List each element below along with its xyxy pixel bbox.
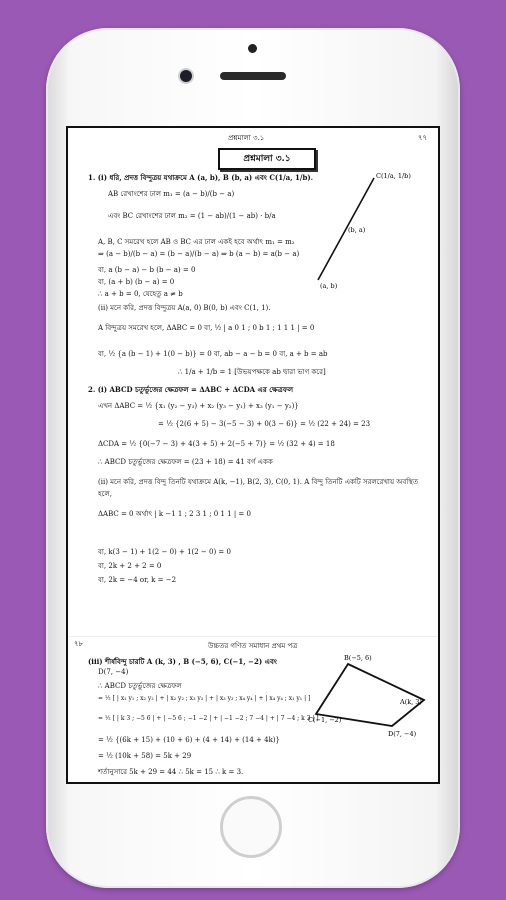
text-line: (iii) শীর্ষবিন্দু চারটি A (k, 3) , B (−5, 6), C(−1, −2) এবং <box>88 657 277 666</box>
earpiece-speaker <box>220 72 286 80</box>
text-line: ∴ ABCD চতুর্ভুজের ক্ষেত্রফল <box>98 682 182 690</box>
textbook-page <box>68 128 438 782</box>
text-line: = ½ {(6k + 15) + (10 + 6) + (4 + 14) + (14 + 4k)} <box>98 736 280 744</box>
text-line: A বিন্দুত্রয় সমরেখ হলে, ΔABC = 0 বা, ½ | a 0 1 ; 0 b 1 ; 1 1 1 | = 0 <box>98 324 315 332</box>
figure-label: (a, b) <box>320 282 338 290</box>
figure-label: (b, a) <box>348 226 366 234</box>
text-line: = ½ [ | x₁ y₁ ; x₂ y₂ | + | x₂ y₂ ; x₃ y₃ | + | x₃ y₃ ; x₄ y₄ | + | x₄ y₄ ; x₁ y₁ | ] <box>98 695 311 702</box>
text-line: ΔCDA = ½ {0(−7 − 3) + 4(3 + 5) + 2(−5 + 7)} = ½ (32 + 4) = 18 <box>98 440 335 448</box>
front-sensor-dot <box>248 44 257 53</box>
text-line: বা, k(3 − 1) + 1(2 − 0) + 1(2 − 0) = 0 <box>98 548 231 556</box>
bottom-page-number: ৭৮ <box>74 640 84 648</box>
page-number: ৭৭ <box>418 134 428 142</box>
text-line: (ii) মনে করি, প্রদত্ত বিন্দুত্রয় A(a, 0) B(0, b) এবং C(1, 1). <box>98 304 271 312</box>
text-line: হলে, <box>98 490 112 498</box>
text-line: শর্তানুসারে 5k + 29 = 44 ∴ 5k = 15 ∴ k = 3. <box>98 768 244 776</box>
text-line: = ½ {2(6 + 5) − 3(−5 − 3) + 0(3 − 6)} = ½ (22 + 24) = 23 <box>158 420 371 428</box>
text-line: 2. (i) ABCD চতুর্ভুজের ক্ষেত্রফল = ΔABC + ΔCDA এর ক্ষেত্রফল <box>88 385 294 394</box>
text-line: বা, 2k = −4 or, k = −2 <box>98 576 177 584</box>
quadrilateral-figure <box>304 652 438 742</box>
home-button[interactable] <box>220 796 282 858</box>
page-divider <box>68 636 438 637</box>
text-line: বা, a (b − a) − b (b − a) = 0 <box>98 266 196 274</box>
text-line: বা, ½ {a (b − 1) + 1(0 − b)} = 0 বা, ab − a − b = 0 বা, a + b = ab <box>98 350 328 358</box>
text-line: ∴ a + b = 0, যেহেতু a ≠ b <box>98 290 183 298</box>
figure-label: B(−5, 6) <box>344 654 372 662</box>
text-line: D(7, −4) <box>98 668 129 676</box>
text-line: বা, (a + b) (b − a) = 0 <box>98 278 175 286</box>
screen[interactable] <box>66 126 440 784</box>
exercise-title: প্রশ্নমালা ৩.১ <box>218 148 316 170</box>
text-line: = ½ (10k + 58) = 5k + 29 <box>98 752 192 760</box>
figure-label: C(1/a, 1/b) <box>376 172 411 180</box>
text-line: AB রেখাংশের ঢাল m₁ = (a − b)/(b − a) <box>108 190 235 198</box>
collinear-points-figure <box>298 168 438 298</box>
text-line: এখন ΔABC = ½ {x₁ (y₂ − y₃) + x₂ (y₃ − y₁) + x₃ (y₁ − y₂)} <box>98 402 299 410</box>
text-line: A, B, C সমরেখ হলে AB ও BC এর ঢাল একই হবে অর্থাৎ m₁ = m₂ <box>98 238 295 246</box>
figure-label: D(7, −4) <box>388 730 417 738</box>
bottom-page-header: উচ্চতর গণিত সমাধান প্রথম পত্র <box>208 642 298 650</box>
text-line: ⇒ (a − b)/(b − a) = (b − a)/(b − a) ⇒ b (a − b) = a(b − a) <box>98 250 300 258</box>
text-line: ∴ ABCD চতুর্ভুজের ক্ষেত্রফল = (23 + 18) = 41 বর্গ একক <box>98 458 273 466</box>
figure-label: C(−1, −2) <box>308 716 342 724</box>
text-line: 1. (i) ধরি, প্রদত্ত বিন্দুত্রয় যথাক্রমে A (a, b), B (b, a) এবং C(1/a, 1/b). <box>88 173 314 182</box>
text-line: এবং BC রেখাংশের ঢাল m₂ = (1 − ab)/(1 − ab) · b/a <box>108 212 276 220</box>
text-line: = ½ [ | k 3 ; −5 6 | + | −5 6 ; −1 −2 | + | −1 −2 ; 7 −4 | + | 7 −4 ; k 3 | ] <box>98 715 319 722</box>
page-header-title: প্রশ্নমালা ৩.১ <box>228 134 265 142</box>
text-line: (ii) মনে করি, প্রদত্ত বিন্দু তিনটি যথাক্রমে A(k, −1), B(2, 3), C(0, 1). A বিন্দু তিনটি একটি সরলরেখায় অবস্থিত <box>98 478 419 486</box>
front-camera-icon <box>180 70 192 82</box>
text-line: ∴ 1/a + 1/b = 1 [উভয়পক্ষকে ab দ্বারা ভাগ করে] <box>178 368 326 376</box>
text-line: ΔABC = 0 অর্থাৎ | k −1 1 ; 2 3 1 ; 0 1 1 | = 0 <box>98 510 251 518</box>
text-line: বা, 2k + 2 + 2 = 0 <box>98 562 162 570</box>
figure-label: A(k, 3) <box>400 698 422 706</box>
